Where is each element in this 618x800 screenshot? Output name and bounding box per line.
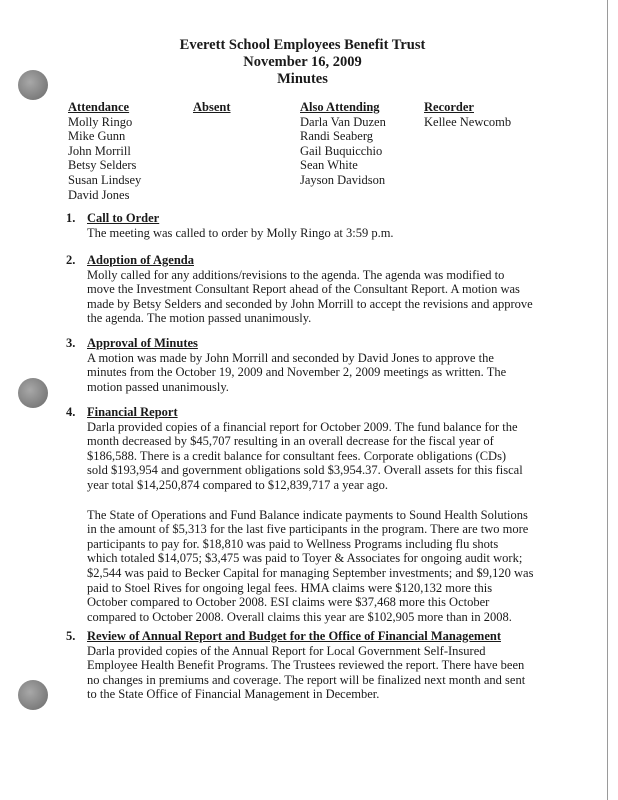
section-text-line: motion passed unanimously. [87, 379, 229, 394]
absent-column [193, 100, 231, 115]
also-attending-name: Jayson Davidson [300, 172, 386, 187]
attendance-column [68, 100, 141, 202]
org-title: Everett School Employees Benefit Trust [179, 37, 426, 53]
attendee-name: David Jones [68, 187, 130, 202]
section-text-line: move the Investment Consultant Report ahead of the Consultant Report. A motion was [87, 282, 520, 297]
section-text-line: participants to pay for. $18,810 was paid to Wellness Programs including flu shots [87, 536, 499, 551]
section-text-line: to the State Office of Financial Management in December. [87, 687, 380, 702]
section-text-line: the agenda. The motion passed unanimously. [87, 311, 312, 326]
section-text-line: year total $14,250,874 compared to $12,839,717 a year ago. [87, 477, 388, 492]
section-number: 3. [66, 336, 76, 350]
section-text-line: minutes from the October 19, 2009 and November 2, 2009 meetings as written. The [87, 365, 507, 380]
recorder-column [424, 100, 511, 129]
section-call-to-order [66, 211, 546, 240]
section-text-line: Darla provided copies of a financial report for October 2009. The fund balance for the [87, 419, 518, 434]
section-text-line: compared to October 2008. Overall claims this year are $102,905 more than in 2008. [87, 609, 512, 624]
section-number: 4. [66, 405, 76, 419]
also-attending-column [300, 100, 386, 188]
section-annual-report [66, 629, 546, 702]
page-edge [607, 0, 608, 800]
attendee-name: Susan Lindsey [68, 172, 142, 187]
section-title: Call to Order [87, 211, 160, 225]
meeting-date: November 16, 2009 [243, 54, 362, 70]
attendance-heading: Attendance [68, 100, 130, 114]
attendee-name: John Morrill [68, 143, 131, 158]
section-text-line: in the amount of $5,313 for the last five participants in the program. There are two more [87, 522, 529, 537]
section-text-line: Employee Health Benefit Programs. The Trustees reviewed the report. There have been [87, 658, 525, 673]
section-text-line: which totaled $14,075; $3,475 was paid to Toyer & Associates for ongoing audit work; [87, 551, 523, 566]
absent-heading: Absent [193, 100, 231, 114]
section-financial-report [66, 405, 546, 624]
section-title: Approval of Minutes [87, 336, 198, 350]
section-approval-of-minutes [66, 336, 546, 394]
also-attending-name: Sean White [300, 158, 358, 173]
document-header [0, 37, 605, 88]
section-title: Review of Annual Report and Budget for the Office of Financial Management [87, 629, 501, 643]
section-text-line: sold $193,954 and government obligations sold $3,954.37. Overall assets for this fiscal [87, 463, 523, 478]
section-text-line: Darla provided copies of the Annual Report for Local Government Self-Insured [87, 643, 486, 658]
punch-hole-icon [18, 680, 48, 710]
recorder-name: Kellee Newcomb [424, 114, 512, 129]
section-number: 1. [66, 211, 76, 225]
section-number: 5. [66, 629, 76, 643]
attendee-name: Mike Gunn [68, 129, 126, 144]
section-text-line: made by Betsy Selders and seconded by John Morrill to accept the revisions and approve [87, 296, 533, 311]
section-adoption-of-agenda [66, 253, 546, 326]
section-text-line: no changes in premiums and coverage. The report will be finalized next month and sent [87, 672, 526, 687]
attendee-name: Molly Ringo [68, 114, 133, 129]
also-attending-name: Gail Buquicchio [300, 143, 383, 158]
section-text-line: paid to Stoel Rives for ongoing legal fees. HMA claims were $120,132 more this [87, 580, 493, 595]
recorder-heading: Recorder [424, 100, 474, 114]
section-text-line: The State of Operations and Fund Balance indicate payments to Sound Health Solutions [87, 507, 528, 522]
punch-hole-icon [18, 378, 48, 408]
section-text-line: month decreased by $45,707 resulting in an overall decrease for the fiscal year of [87, 434, 494, 449]
section-text-line: A motion was made by John Morrill and seconded by David Jones to approve the [87, 350, 494, 365]
section-text-line: $186,588. There is a credit balance for consultant fees. Corporate obligations (CDs) [87, 448, 507, 463]
section-text-line: The meeting was called to order by Molly Ringo at 3:59 p.m. [87, 225, 394, 240]
section-text-line: $2,544 was paid to Becker Capital for managing September investments; and $9,120 was [87, 565, 534, 580]
also-attending-name: Randi Seaberg [300, 129, 374, 144]
section-text-line: October compared to October 2008. ESI claims were $37,468 more this October [87, 595, 490, 610]
also-attending-heading: Also Attending [300, 100, 380, 114]
section-text-line: Molly called for any additions/revisions to the agenda. The agenda was modified to [87, 267, 505, 282]
attendee-name: Betsy Selders [68, 158, 137, 173]
section-number: 2. [66, 253, 76, 267]
also-attending-name: Darla Van Duzen [300, 114, 386, 129]
section-title: Financial Report [87, 405, 178, 419]
document-type: Minutes [277, 71, 328, 87]
section-title: Adoption of Agenda [87, 253, 194, 267]
